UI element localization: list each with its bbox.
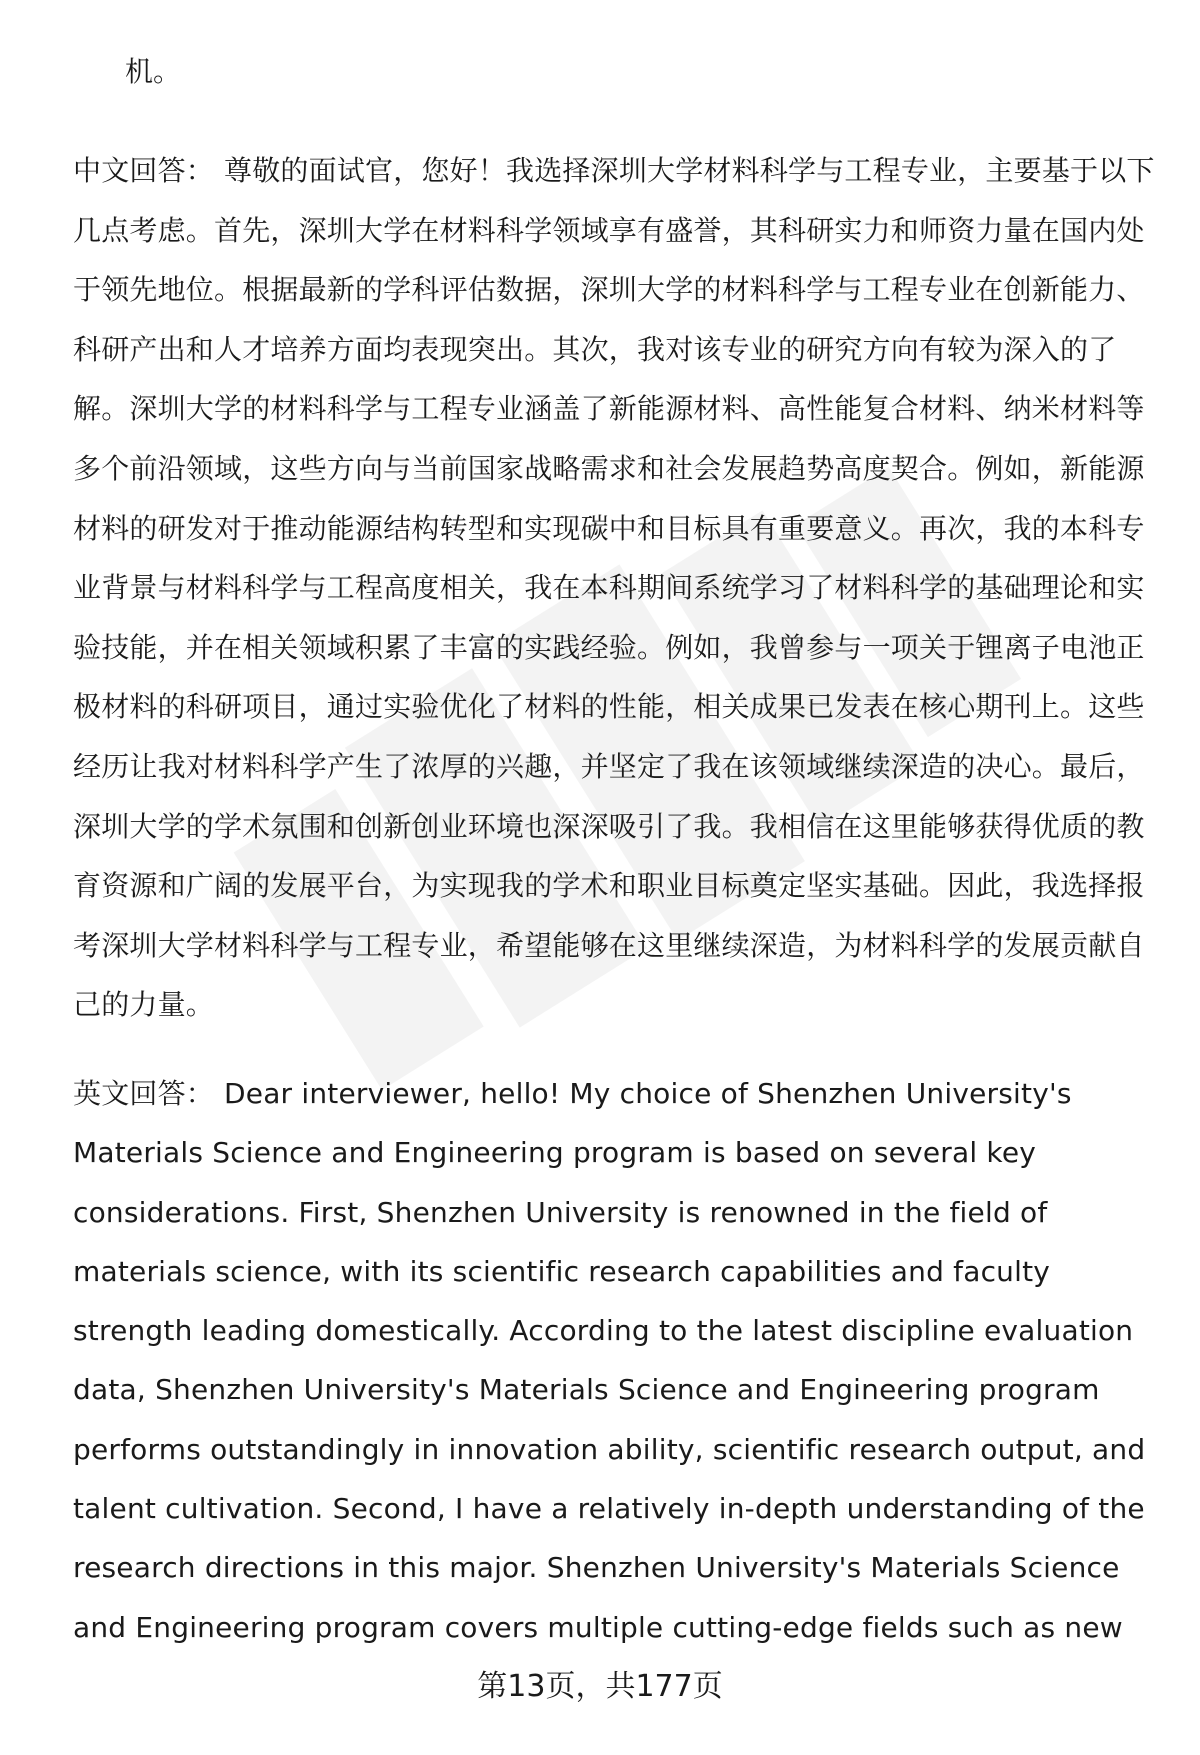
- continued-text: 机。: [125, 55, 182, 88]
- page-number: 第13页，共177页: [477, 1669, 723, 1704]
- english-answer-label: 英文回答：: [73, 1077, 215, 1110]
- chinese-answer: [73, 141, 1163, 1035]
- chinese-answer-label: 中文回答：: [73, 154, 215, 187]
- chinese-answer-text: 尊敬的面试官，您好！我选择深圳大学材料科学与工程专业，主要基于以下几点考虑。首先，深圳大学在材料科学领域享有盛誉，其科研实力和师资力量在国内处于领先地位。根据最新的学科评估数据，深圳大学的材料科学与工程专业在创新能力、科研产出和人才培养方面均表现突出。其次，我对该专业的研究方向有较为深入的了解。深圳大学的材料科学与工程专业涵盖了新能源材料、高性能复合材料、纳米材料等多个前沿领域，这些方向与当前国家战略需求和社会发展趋势高度契合。例如，新能源材料的研发对于推动能源结构转型和实现碳中和目标具有重要意义。再次，我的本科专业背景与材料科学与工程高度相关，我在本科期间系统学习了材料科学的基础理论和实验技能，并在相关领域积累了丰富的实践经验。例如，我曾参与一项关于锂离子电池正极材料的科研项目，通过实验优化了材料的性能，相关成果已发表在核心期刊上。这些经历让我对材料科学产生了浓厚的兴趣，并坚定了我在该领域继续深造的决心。最后，深圳大学的学术氛围和创新创业环境也深深吸引了我。我相信在这里能够获得优质的教育资源和广阔的发展平台，为实现我的学术和职业目标奠定坚实基础。因此，我选择报考深圳大学材料科学与工程专业，希望能够在这里继续深造，为材料科学的发展贡献自己的力量。: [73, 154, 1155, 1022]
- english-answer-text: Dear interviewer, hello! My choice of Shenzhen University's Materials Science and Engineering program is based on several key considerations. First, Shenzhen University is renowned in the field of materials science, with its scientific research capabilities and faculty strength leading domestically. According to the latest discipline evaluation data, Shenzhen University's Materials Science and Engineering program performs outstandingly in innovation ability, scientific research output, and talent cultivation. Second, I have a relatively in-depth understanding of the research directions in this major. Shenzhen University's Materials Science and Engineering program covers multiple cutting-edge fields such as new: [73, 1077, 1146, 1644]
- english-answer: [73, 1064, 1163, 1657]
